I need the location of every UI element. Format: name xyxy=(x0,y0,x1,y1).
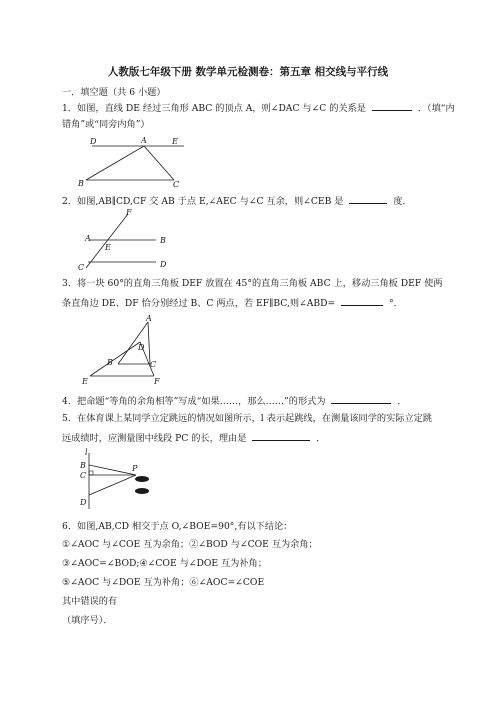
q2-text-line1 xyxy=(62,194,412,208)
q2-label-e: E xyxy=(105,243,111,252)
footprint-icon xyxy=(135,488,149,494)
q3-stem: 条直角边 DE、DF 恰分别经过 B、C 两点，若 EF∥BC,则∠ABD= xyxy=(62,298,336,309)
q6-option-line2: ③∠AOC=∠BOD;④∠COE 与∠DOE 互为补角； xyxy=(62,558,267,569)
section-heading: 一．填空题（共 6 小题） xyxy=(62,87,166,98)
q2-answer-blank[interactable] xyxy=(349,194,387,204)
q3-label-c: C xyxy=(150,360,157,369)
q1-hint: ．（填“内 xyxy=(417,103,455,114)
q1-stem: 1．如图，直线 DE 经过三角形 ABC 的顶点 A，则∠DAC 与∠C 的关系是 xyxy=(62,103,366,114)
q5-label-b: B xyxy=(80,461,86,470)
q2-label-d: D xyxy=(160,260,167,269)
q5-stem: 远成绩时，应测量图中线段 PC 的长，理由是 xyxy=(62,433,247,444)
q4-answer-blank[interactable] xyxy=(331,394,391,404)
q1-figure xyxy=(78,136,194,190)
q1-label-e: E xyxy=(172,137,178,146)
q2-unit: 度． xyxy=(393,196,412,207)
q5-label-l: l xyxy=(85,448,88,457)
q6-text-line3: 其中错误的有 xyxy=(62,596,118,607)
q1-label-a: A xyxy=(141,136,147,145)
page-title: 人教版七年级下册 数学单元检测卷：第五章 相交线与平行线 xyxy=(107,66,389,78)
q1-label-b: B xyxy=(78,179,84,188)
q5-label-c: C xyxy=(80,471,87,480)
q3-label-f: F xyxy=(154,377,160,386)
q2-stem: 2．如图,AB∥CD,CF 交 AB 于点 E,∠AEC 与∠C 互余，则∠CEB 是 xyxy=(62,196,344,207)
q3-text-line2 xyxy=(62,296,403,310)
q6-option-line3: ⑤∠AOC 与∠DOE 互为补角；⑥∠AOC=∠COE xyxy=(62,577,265,588)
q3-answer-blank[interactable] xyxy=(341,296,383,306)
q4-stem: 4．把命题“等角的余角相等”写成“如果……，那么……”的形式为 xyxy=(62,396,326,407)
q2-label-a: A xyxy=(85,234,91,243)
q1-text-line2: 错角”或“同旁内角”） xyxy=(62,119,150,130)
q1-text-line1 xyxy=(62,101,455,115)
q5-text-line1: 5．在体育课上某同学立定跳远的情况如图所示，l 表示起跳线，在测量该同学的实际立定跳 xyxy=(62,413,433,424)
q3-label-b: B xyxy=(107,358,113,367)
q2-label-b: B xyxy=(160,236,166,245)
q5-answer-blank[interactable] xyxy=(252,431,310,441)
q3-label-e: E xyxy=(82,377,88,386)
q1-label-d: D xyxy=(90,137,97,146)
q3-figure xyxy=(84,316,174,388)
q1-answer-blank[interactable] xyxy=(372,101,412,111)
q3-text-line1: 3．将一块 60°的直角三角板 DEF 放置在 45°的直角三角板 ABC 上，移动三角板 DEF 使两 xyxy=(62,278,443,289)
q2-label-c: C xyxy=(78,263,85,272)
q5-label-p: P xyxy=(132,464,138,473)
q6-option-line1: ①∠AOC 与∠COE 互为余角；②∠BOD 与∠COE 互为余角； xyxy=(62,539,318,550)
q3-unit: °． xyxy=(389,298,403,309)
q5-figure xyxy=(80,448,164,513)
q2-label-f: F xyxy=(126,208,132,217)
q5-label-d: D xyxy=(80,498,87,507)
q1-label-c: C xyxy=(173,180,180,189)
q4-end: ． xyxy=(397,396,407,407)
q3-label-a: A xyxy=(146,314,152,323)
q3-label-d: D xyxy=(138,343,145,352)
footprint-icon xyxy=(135,476,149,482)
q2-figure xyxy=(78,208,174,272)
q5-text-line2 xyxy=(62,431,325,445)
q4-text-line1 xyxy=(62,394,407,408)
q6-text-line1: 6．如图,AB,CD 相交于点 O,∠BOE=90°,有以下结论： xyxy=(62,521,293,532)
q5-end: ． xyxy=(316,433,326,444)
q6-text-line4: （填序号）． xyxy=(62,615,113,626)
